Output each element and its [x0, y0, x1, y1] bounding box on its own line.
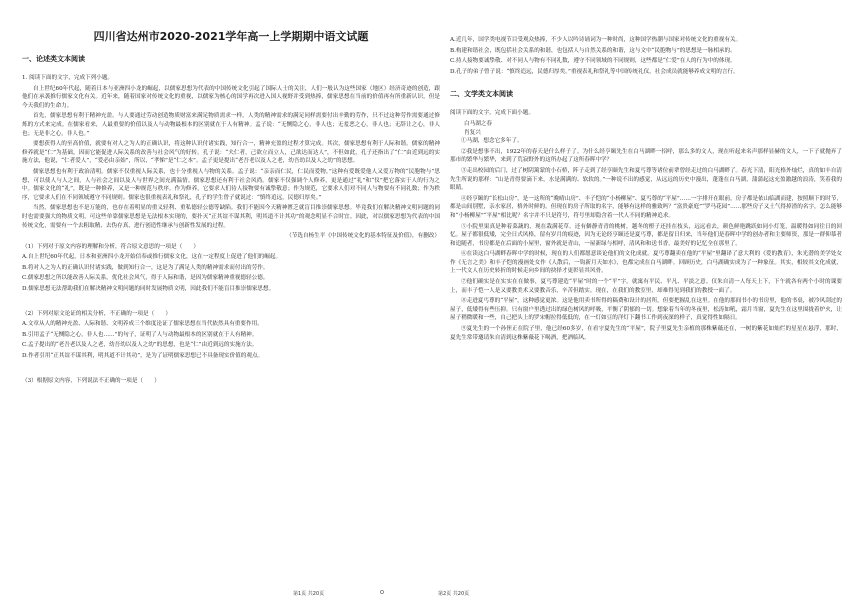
story-paragraph: ⑧走进夏丐尊的“平屋”，这种感觉更浓。这是他用卖书所得的稿费和设计的居所，但要把握乱在这里。在他的那间书小的书房里，他的书桌，被冷风刮过的屋子，低矮得有些压抑。只有窗户里透过出的绿色树风的呼吸，平衡了阴郁的一切。想象着当年的冬夜里，松涛如吼，霜月当窗，夏先生在这里围拢着炉火，让屋子稍微暖和一些，自己把头上的罗宋帽拉得低低的，在一灯如豆的洋灯下翻书工作到夜深的样子，真觉得性如隔日。	[450, 298, 842, 322]
option-c: C.孟子提出的“老吾老以及人之老，幼吾幼以及人之幼”的思想，也是“仁”由近到远的实施方法。	[22, 342, 258, 349]
page-number-right: 第2页 共20页	[438, 591, 470, 597]
story-paragraph: ④经亨颐的“长松山房”，是一这所的“晚晴山房”、丰子恺的“小杨柳屋”、夏丐尊的“平屋”……一字排开在眼前，房子都是依山临湖而建，按照顺下的时节，都是山间别墅，亲水家居，格外时鲜的。但现在的房子所取的名字，能够有这样的雅致吗？“富贵豪庭”“罗马花园”……那些房子又土气得掉渣的名字，怎么能够和“小杨柳屋”“平屋”相比呢？名字并不只是符号，符号里却隐含着一代人不同的精神追求。	[450, 195, 842, 219]
option-b: B.引用孟子“无恻隐之心，非人也……”的句子，证明了人与动物最根本的区别就在于人有精神。	[22, 331, 258, 338]
option-a: A.自上世纪60年代起，日本和亚洲四小龙开始信奉或推行儒家文化，这在一定程度上促进了他们的崛起。	[22, 254, 282, 261]
page-footer	[0, 590, 860, 602]
page-number-left: 第1页 共20页	[293, 591, 325, 597]
option-a: A.近几年，国学类电视节目受观众热捧，不少人以吟诗诵词为一种时尚，这种国学热潮与国家对传统文化的重视有关。	[450, 37, 742, 43]
option-b: B.构建和谐社会，既包括社会关系的和谐，也包括人与自然关系的和谐，这与文中“民胞物与”的思想是一脉相承的。	[450, 47, 736, 54]
question-intro: 1. 阅读下面的文字，完成下列小题。	[22, 75, 114, 81]
story-paragraph: ⑦他们确实是在实实在在做事，夏丐尊建造“平屋”时的一个“平”字，就寓有平民、平凡、平淡之意。仅朱自清一人每天上下，下午就各有两个小时的课要上，而丰子恺一人是又要教美术又要教音乐，辛苦但踏实。现在，在我们的教室里，却难得见到我们的教授一面了。	[450, 279, 842, 294]
story-paragraph: ⑤小院里果真是种着菜蔬的，现在栽满花草。还有僻静青青的桃树，越冬的橙子还挂在枝头，远远看去，颜色鲜艳跳跃如同小灯笼，温暖得如同往日的回忆。屋子都很低矮，完全日式风格，留有岁月的痕迹，因为无论经亨颐还是夏丐尊，都是留日归来，当年他们是春晖中学的创办者和主要师资，那是一群仰慕者和追随者，书房都是在后面的小屋里，窗外就是青山，一屋新绿与相呼，清风和和送书香，最美好的记忆全在那里了。	[450, 223, 842, 247]
story-paragraph: ⑥在读这白马湖畔春晖中学的时候，现在的人们都愿意谈论他们的文化成就。夏丐尊翻卖在他的“平屋”里翻译了意大利的《爱的教育》，朱光潜的美学处女作《无言之美》和丰子恺的漫画处女作《人散后，一钩新月天如水》，也都完成在白马湖畔。回顾历史，白马湖确实成为了一种象征。其实，相较其文化成就，上一代文人在历史转折的时候走向乡间的抉择才更彰显其风骨。	[450, 251, 842, 275]
story-paragraph: ②我是想事不出，1922年的春天是什么样子了。为什么经亨颐先生在白马湖畔一招呼，那么多的文人，现在听起来名声那样显赫的文人，一下子就抛弃了那市的繁华与繁华，来到了荒寂野外的这所办起了这所春晖中学？	[450, 148, 842, 164]
story-paragraph: ①马湖，想念它多年了。	[461, 138, 523, 145]
option-d: D.儒家思想无法帮助我们在解决精神文明问题的同时发展物质文明，因此我们不能盲目推崇儒家思想。	[22, 286, 275, 293]
option-d: D.作者引用“正其谊不谋其利，明其道不计其功”，是为了证明儒家思想已不具备现实价值的观点。	[22, 353, 264, 360]
story-paragraph: ⑨夏先生的一个孙侄正在院子里，他已经60多岁，在看守夏先生的“平屋”，院子里夏先生亲植的那株紫薇还在，一树的紫花如灿烂的星星在悬浮，那时，夏先生常带邀请朱自清到这株紫薇花下喝酒，把酒临风。	[450, 326, 842, 341]
passage-paragraph: 要想获得人的至高价值，就要有对人之为人的正确认识，将这种认识付诸实践，知行合一，精神充盈的过程才算完成。其次，儒家思想有利于人际和谐。儒家的精神修养就是“仁”为基础，因而它能促进人际关系的改善与社会风气的好转。孔子说：“夫仁者，己欲立而立人，己欲达而达人”，不但如此，孔子还指出了“仁”由近到远的实施方法，他说，“仁者爱人”，“爱必由亲始”，所以，“孝悌”是“仁之本”。孟子更是提出“老吾老以及人之老，幼吾幼以及人之幼”的思想。	[22, 141, 440, 165]
exam-title: 四川省达州市2020-2021学年高一上学期期中语文试题	[93, 30, 369, 43]
story-author: 肖复兴	[464, 129, 481, 136]
section-heading-literary: 二、文学类文本阅读	[450, 90, 513, 99]
option-b: B.将对人之为人的正确认识付诸实践，做到知行合一，这是为了满足人类的精神需求而付出的劳作。	[22, 264, 269, 271]
left-page	[22, 28, 440, 588]
passage-paragraph: 儒家思想也有利于政治清明。儒家不仅重视人际关系，也十分重视人与物的关系。孟子说：“亲亲而仁民，仁民而爱物，”这种有爱既爱他人又爱万物的“民胞物与”思想，可以使人与人之间，人与社会之间以及人与世界之间充满温情。儒家思想还有利于社会风尚。儒家不仅强调个人修养，更是通过“礼”和“仪”把它落实于人的行为之中。儒家文化的“礼”，既是一种修养，又是一种规范与秩序。作为修养，它要求人们待人接物要有诚挚敬意；作为规范，它要求人们对不同人与物要有不同礼数；作为秩序，它要求人们在不同领域遵守不同规则。儒家也很重视表礼和祭礼，孔子的学生曾子就说过：“慎终追远，民德归厚矣。”	[22, 168, 440, 201]
option-a: A.文章从人的精神充盈、人际和谐、文明养成三个维度论证了儒家思想在当代依然具有重要作用。	[22, 321, 263, 328]
option-d: D.孔子的弟子曾子说：“慎终追远，民德归厚矣。”重视表礼和祭礼等中国传统礼仪，社会成员就能够养成文明的言行。	[450, 68, 739, 75]
option-c: C.儒家思想之所以能改善人际关系，优化社会风气，得于人际和谐，是因为儒家精神重视德轻公德。	[22, 275, 269, 282]
story-paragraph: ③走出校园的后门，过了树阴篱蒙的小石桥，阵子走到了经亨颐先生和夏丐尊等诸位前辈曾经走过的白马湖畔了。春光下清，阳光格外灿烂，真的如丰自清先生所说的那样：“山是青得要滴下来，水是满满的、软软的。”一种说不出的感觉，从远远的历史中漫出，蓬蓬在白马湖，蒲蒲起这充盈激越的浪涛，笑着我的眼睛。	[450, 167, 842, 192]
question-2: （2）下列对原文论证的相关分析，不正确的一项是（ ）	[22, 310, 171, 317]
question-3: （3）根据原文内容，下列说法不正确的一项是（ ）	[22, 377, 160, 384]
source-reference: （节选自杨生平《中国传统文化的基本特征及价值》，有删改）	[286, 233, 440, 240]
center-mark: O	[380, 590, 384, 596]
question-intro: 阅读下面的文字，完成下面小题。	[450, 110, 534, 117]
passage-paragraph: 首先，儒家思想有利于精神充盈。与人要通过劳动创造物质财富来满足物质需求一样，人类的精神需求的满足同样需要付出辛勤的劳作，只不过这种劳作需要通过修炼的方式来完成。在儒家看来，人最重要的价值以及人与动物最根本的区别就在于人有精神。孟子说：“无恻隐之心，非人也；无羞恶之心，非人也；无辞让之心，非人也；无是非之心，非人也。”	[22, 113, 440, 137]
story-title: 白马湖之春	[464, 120, 492, 127]
section-heading-reading: 一、论述类文本阅读	[22, 55, 85, 63]
passage-paragraph: 当然，儒家思想也不是万能的，也存在着明显的重义轻利、重私德轻公德等缺陷。我们不能因今天精神匮乏就盲目推崇儒家思想。毕竟我们在解决精神文明问题的同时也需要强大的物质文明，可这些单靠儒家思想是无法根本实现的，要扑灭“正其谊不谋其利，明其道不计其功”的观念明显不合时宜。因此，对以儒家思想为代表的中国传统文化，需要有一个去粗取精、去伪存真，进行创造性继承与创新性发展的过程。	[22, 205, 440, 229]
passage-paragraph: 自上世纪60年代起，随着日本与亚洲四小龙的崛起，以儒家思想为代表的中国传统文化引起了国际人士的关注，人们一般认为这些国家（地区）经济奇迹的创造，跟他们在承袭推行儒家文化有关。近年来，随着国家对传统文化的重视，以儒家为核心的国学再次进入国人视野并受到热捧，儒家思想在当前的价值再有所重新认识，但是今天我们的生命力。	[22, 85, 440, 109]
right-page	[450, 36, 842, 588]
question-1: （1）下列对于原文内容的理解和分析，符合原文意思的一项是（ ）	[22, 243, 199, 250]
option-c: C.持人接物要诚挚敬、对不同人与物有不同礼数，遵守不同领域的不同规则，这些都是“仁爱”在人的行为中的体现。	[450, 58, 736, 65]
